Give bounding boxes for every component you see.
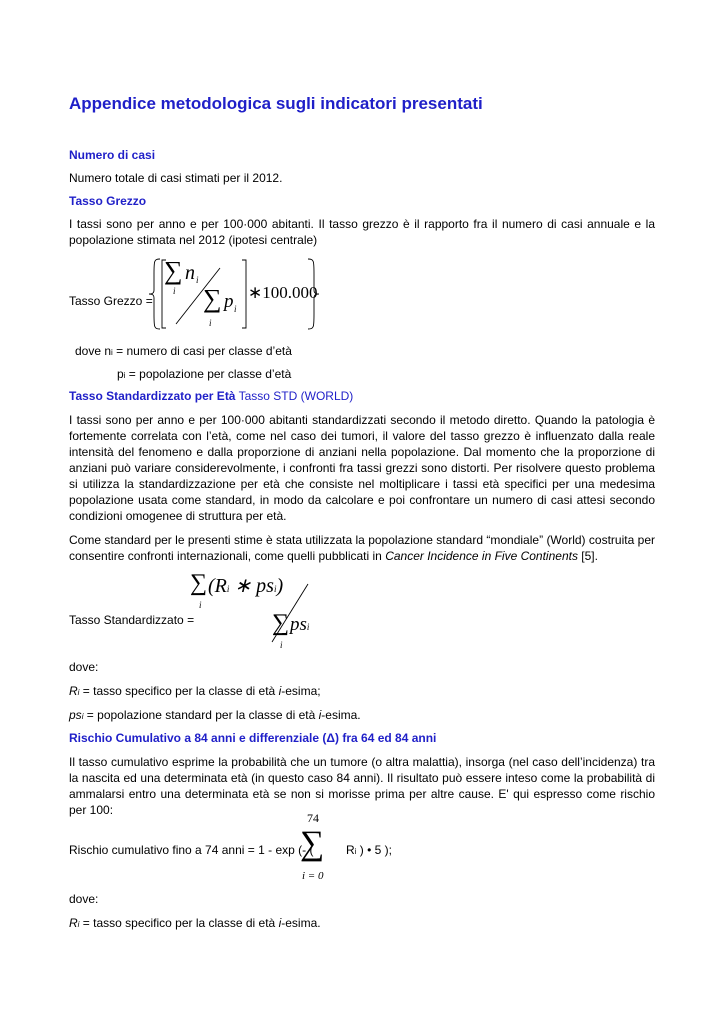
std-def-r: Ri = tasso specifico per la classe di età i-esima; xyxy=(69,684,321,698)
std-sum-index: i xyxy=(199,600,202,610)
std-sum-symbol: ∑ xyxy=(190,570,208,596)
sum-symbol: ∑ xyxy=(164,256,183,285)
tasso-std-formula-label: Tasso Standardizzato = xyxy=(69,613,195,627)
tasso-grezzo-formula xyxy=(148,256,320,332)
std-dove: dove: xyxy=(69,660,99,674)
std-denominator: psi xyxy=(290,614,310,635)
tasso-std-paragraph-2: Come standard per le presenti stime è stata utilizzata la popolazione standard “mondiale” (World) costruita per consentire confronti internazionali, come quelli pubblicati in Cancer Incidence in Five Continents [5]. xyxy=(69,533,655,563)
std-def-ps: psi = popolazione standard per la classe di età i-esima. xyxy=(69,708,361,722)
sum-index-denominator: i xyxy=(209,318,212,328)
tasso-std-paragraph-1: I tassi sono per anno e per 100·000 abitanti standardizzati secondo il metodo diretto. Quando la patologia è fortemente correlata con l’età, come nel caso dei tumori, il valore del tasso grezzo è influenzato dalla reale intensità del fenomeno e dalla proporzione di anziani nella popolazione. Dal momento che la proporzione di anziani può variare considerevolmente, i confronti fra tassi grezzi sono distorti. Per risolvere questo problema si utilizza la standardizzazione per età che consiste nel moltiplicare i tassi età specifici per una medesima popolazione usata come standard, in modo da calcolare e poi confrontare un numero di casi attesi secondo condizioni omogenee di struttura per età. xyxy=(69,413,655,523)
heading-numero-casi: Numero di casi xyxy=(69,148,156,162)
rischio-dove: dove: xyxy=(69,892,99,906)
sum-index: i xyxy=(173,286,176,296)
tasso-grezzo-formula-label: Tasso Grezzo = xyxy=(69,294,153,308)
heading-rischio-cumulativo: Rischio Cumulativo a 84 anni e differenziale (Δ) fra 64 ed 84 anni xyxy=(69,731,437,745)
formula-n-index: i xyxy=(196,275,199,285)
formula-p-index: i xyxy=(234,304,237,314)
rischio-formula-label: Rischio cumulativo fino a 74 anni = 1 - exp (- ( xyxy=(69,843,314,857)
formula-p: p xyxy=(224,291,234,312)
tasso-grezzo-text: I tassi sono per anno e per 100·000 abitanti. Il tasso grezzo è il rapporto fra il numero di casi annuale e la popolazione stimata nel 2012 (ipotesi centrale) xyxy=(69,217,655,247)
rischio-paragraph: Il tasso cumulativo esprime la probabilità che un tumore (o altra malattia), insorga (nel caso dell’incidenza) tra la nascita ed una determinata età (in questo caso 84 anni). Il risultato può essere inteso come la probabilità di ammalarsi entro una determinata età se non si morisse prima per altre cause. E' qui espresso come rischio per 100: xyxy=(69,755,655,817)
tasso-std-formula xyxy=(190,570,320,650)
formula-n: n xyxy=(185,262,195,284)
std-sum-symbol-denominator: ∑ xyxy=(272,610,290,636)
formula-multiplier: ∗100.000 xyxy=(248,283,318,302)
rischio-upper-limit: 74 xyxy=(307,811,319,825)
rischio-sum-symbol: ∑ xyxy=(300,825,325,862)
page-title: Appendice metodologica sugli indicatori presentati xyxy=(69,94,483,113)
grezzo-def-p: pi = popolazione per classe d’età xyxy=(117,367,292,381)
std-sum-index-denominator: i xyxy=(280,640,283,650)
rischio-formula-tail: Ri ) • 5 ); xyxy=(346,843,392,857)
sum-symbol-denominator: ∑ xyxy=(203,284,222,313)
std-numerator: (Ri ∗ psi) xyxy=(208,575,284,597)
rischio-lower-limit: i = 0 xyxy=(302,870,324,882)
heading-tasso-grezzo: Tasso Grezzo xyxy=(69,194,147,208)
rischio-def-r: Ri = tasso specifico per la classe di età i-esima. xyxy=(69,916,321,930)
numero-casi-text: Numero totale di casi stimati per il 2012. xyxy=(69,171,283,185)
heading-tasso-std: Tasso Standardizzato per Età Tasso STD (WORLD) xyxy=(69,389,354,403)
grezzo-def-n: dove ni = numero di casi per classe d’età xyxy=(75,344,292,358)
